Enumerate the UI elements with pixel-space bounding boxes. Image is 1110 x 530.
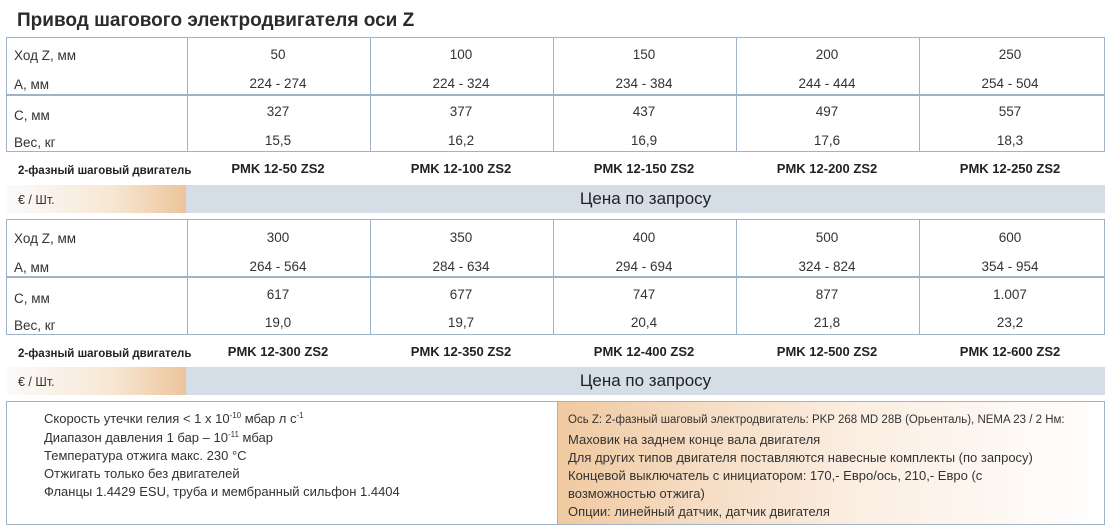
motor-label: 2-фазный шаговый двигатель xyxy=(18,165,192,177)
label-stroke: Ход Z, мм xyxy=(14,48,77,63)
specs-section xyxy=(6,401,1105,525)
a-value: 244 - 444 xyxy=(798,76,856,91)
c-value: 497 xyxy=(815,104,839,119)
price-unit-label: € / Шт. xyxy=(18,375,55,389)
model-number: PMK 12-600 ZS2 xyxy=(959,344,1061,359)
model-number: PMK 12-250 ZS2 xyxy=(959,161,1061,176)
stroke-value: 300 xyxy=(266,230,290,245)
weight-value: 19,0 xyxy=(264,315,292,330)
spec-bake-only: Отжигать только без двигателей xyxy=(44,466,240,481)
stroke-value: 50 xyxy=(270,47,286,62)
a-value: 224 - 324 xyxy=(432,76,490,91)
spec-limit-switch: Концевой выключатель с инициатором: 170,- Евро/ось, 210,- Евро (с xyxy=(568,468,983,483)
model-number: PMK 12-100 ZS2 xyxy=(410,161,512,176)
spec-other-motors: Для других типов двигателя поставляются навесные комплекты (по запросу) xyxy=(568,450,1033,465)
label-weight: Вес, кг xyxy=(14,318,56,333)
a-value: 254 - 504 xyxy=(981,76,1039,91)
c-value: 677 xyxy=(449,287,473,302)
stroke-value: 500 xyxy=(815,230,839,245)
weight-value: 18,3 xyxy=(996,133,1024,148)
specs-left-panel xyxy=(6,401,558,525)
motor-label: 2-фазный шаговый двигатель xyxy=(18,348,192,360)
model-row-1 xyxy=(0,158,1110,180)
stroke-value: 150 xyxy=(632,47,656,62)
spec-limit-switch-cont: возможностью отжига) xyxy=(568,486,705,501)
weight-value: 15,5 xyxy=(264,133,292,148)
model-number: PMK 12-400 ZS2 xyxy=(593,344,695,359)
model-number: PMK 12-350 ZS2 xyxy=(410,344,512,359)
weight-value: 21,8 xyxy=(813,315,841,330)
price-row-1 xyxy=(6,185,1105,213)
model-row-2 xyxy=(0,341,1110,363)
label-a: А, мм xyxy=(14,77,50,92)
c-value: 617 xyxy=(266,287,290,302)
weight-value: 23,2 xyxy=(996,315,1024,330)
model-number: PMK 12-500 ZS2 xyxy=(776,344,878,359)
stroke-value: 600 xyxy=(998,230,1022,245)
price-on-request: Цена по запросу xyxy=(186,185,1105,213)
label-c: С, мм xyxy=(14,291,50,306)
a-value: 294 - 694 xyxy=(615,259,673,274)
c-value: 377 xyxy=(449,104,473,119)
spec-bake-temp: Температура отжига макс. 230 °C xyxy=(44,448,247,463)
price-unit-cell xyxy=(6,367,186,395)
spec-options: Опции: линейный датчик, датчик двигателя xyxy=(568,504,830,519)
price-on-request: Цена по запросу xyxy=(186,367,1105,395)
model-number: PMK 12-50 ZS2 xyxy=(231,161,325,176)
weight-value: 16,9 xyxy=(630,133,658,148)
a-value: 224 - 274 xyxy=(249,76,307,91)
spec-handwheel: Маховик на заднем конце вала двигателя xyxy=(568,432,821,447)
price-unit-cell xyxy=(6,185,186,213)
price-unit-label: € / Шт. xyxy=(18,193,55,207)
page-title: Привод шагового электродвигателя оси Z xyxy=(17,10,415,31)
a-value: 234 - 384 xyxy=(615,76,673,91)
a-value: 264 - 564 xyxy=(249,259,307,274)
label-c: С, мм xyxy=(14,108,50,123)
c-value: 1.007 xyxy=(993,287,1027,302)
stroke-value: 100 xyxy=(449,47,473,62)
model-number: PMK 12-200 ZS2 xyxy=(776,161,878,176)
spec-flanges: Фланцы 1.4429 ESU, труба и мембранный сильфон 1.4404 xyxy=(44,484,400,499)
spec-pressure-range: Диапазон давления 1 бар – $10^{-11}$ мбар xyxy=(44,430,273,445)
model-number: PMK 12-150 ZS2 xyxy=(593,161,695,176)
a-value: 324 - 824 xyxy=(798,259,856,274)
spec-leak-rate: Скорость утечки гелия < 1 x $10^{-10}$ мбар л $с^{-1}$ xyxy=(44,411,304,426)
label-weight: Вес, кг xyxy=(14,135,56,150)
price-row-2 xyxy=(6,367,1105,395)
c-value: 437 xyxy=(632,104,656,119)
model-number: PMK 12-300 ZS2 xyxy=(227,344,329,359)
stroke-value: 200 xyxy=(815,47,839,62)
weight-value: 17,6 xyxy=(813,133,841,148)
stroke-value: 250 xyxy=(998,47,1022,62)
label-a: А, мм xyxy=(14,260,50,275)
c-value: 747 xyxy=(632,287,656,302)
label-stroke: Ход Z, мм xyxy=(14,231,77,246)
stroke-value: 400 xyxy=(632,230,656,245)
weight-value: 19,7 xyxy=(447,315,475,330)
a-value: 284 - 634 xyxy=(432,259,490,274)
c-value: 877 xyxy=(815,287,839,302)
weight-value: 16,2 xyxy=(447,133,475,148)
spec-motor-axis: Ось Z: 2-фазный шаговый электродвигатель: PKP 268 MD 28B (Орьенталь), NEMA 23 / 2 Нм: xyxy=(568,414,1065,426)
specs-right-panel xyxy=(558,401,1105,525)
c-value: 557 xyxy=(998,104,1022,119)
weight-value: 20,4 xyxy=(630,315,658,330)
a-value: 354 - 954 xyxy=(981,259,1039,274)
c-value: 327 xyxy=(266,104,290,119)
stroke-value: 350 xyxy=(449,230,473,245)
